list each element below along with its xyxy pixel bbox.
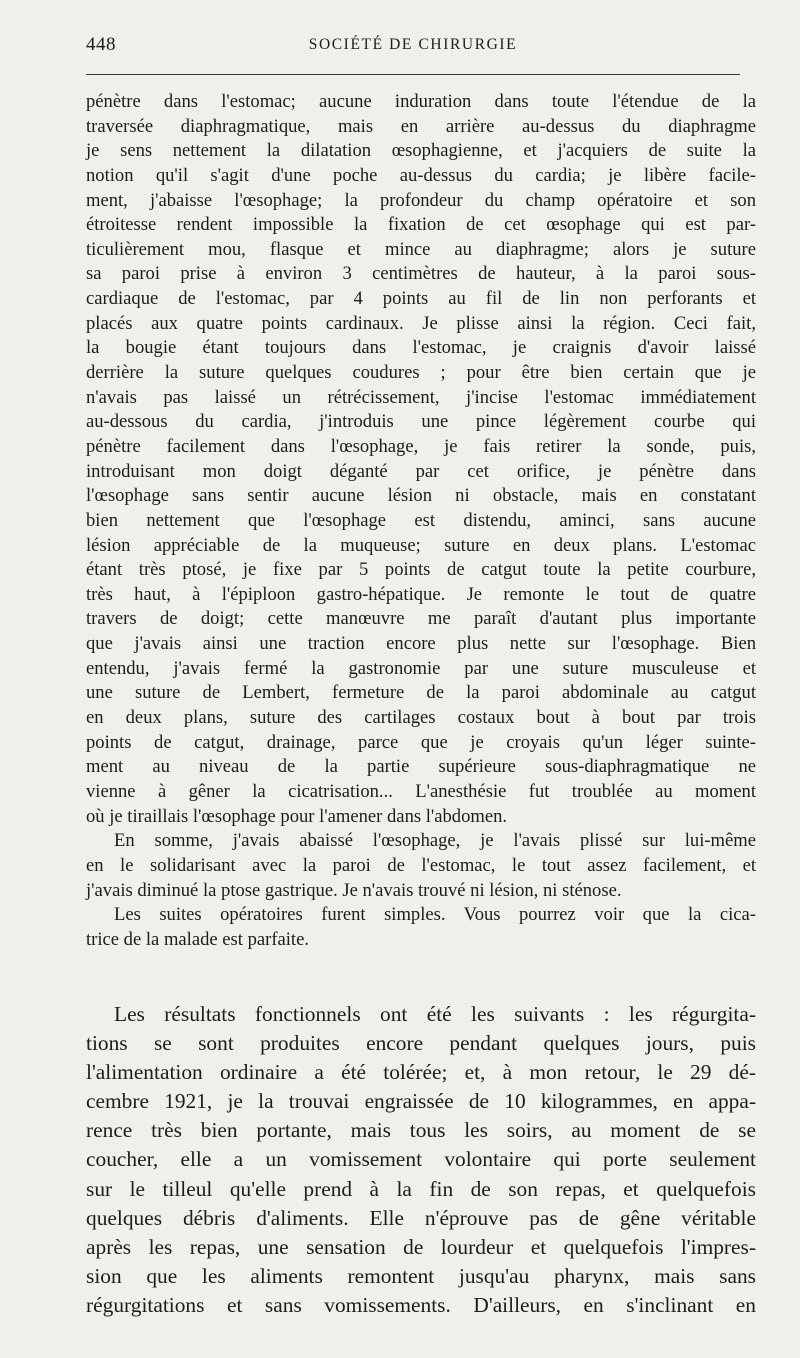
text-line: en le solidarisant avec la paroi de l'estomac, le tout assez facilement, et <box>86 854 756 876</box>
text-line: derrière la suture quelques coudures ; pour être bien certain que je <box>86 362 756 384</box>
text-line: ticulièrement mou, flasque et mince au diaphragme; alors je suture <box>86 238 756 260</box>
text-line: au-dessous du cardia, j'introduis une pince légèrement courbe qui <box>86 411 756 433</box>
text-line: n'avais pas laissé un rétrécissement, j'incise l'estomac immédiatement <box>86 386 756 408</box>
text-line: travers de doigt; cette manœuvre me paraît d'autant plus importante <box>86 608 756 630</box>
text-line: pénètre dans l'estomac; aucune induration dans toute l'étendue de la <box>86 91 756 112</box>
text-line: tions se sont produites encore pendant quelques jours, puis <box>86 1031 756 1056</box>
text-line: ment, j'abaisse l'œsophage; la profondeur du champ opératoire et son <box>86 189 756 211</box>
text-line: quelques débris d'aliments. Elle n'éprouve pas de gêne véritable <box>86 1205 756 1230</box>
text-line: en deux plans, suture des cartilages costaux bout à bout par trois <box>86 707 756 729</box>
text-line: vienne à gêner la cicatrisation... L'anesthésie fut troublée au moment <box>86 780 756 802</box>
text-line: cembre 1921, je la trouvai engraissée de 10 kilogrammes, en appa- <box>86 1089 756 1114</box>
text-line: ment au niveau de la partie supérieure sous-diaphragmatique ne <box>86 756 756 778</box>
text-line: trice de la malade est parfaite. <box>86 928 309 950</box>
page-header <box>86 34 740 62</box>
text-line: introduisant mon doigt déganté par cet orifice, je pénètre dans <box>86 460 756 482</box>
text-line: notion qu'il s'agit d'une poche au-dessus du cardia; je libère facile- <box>86 164 756 186</box>
text-line: étant très ptosé, je fixe par 5 points de catgut toute la petite courbure, <box>86 559 756 581</box>
text-line: Les suites opératoires furent simples. Vous pourrez voir que la cica- <box>114 904 756 926</box>
body-text-results <box>86 1000 756 1320</box>
page-number: 448 <box>86 34 116 55</box>
text-line: sur le tilleul qu'elle prend à la fin de son repas, et quelquefois <box>86 1176 756 1201</box>
header-rule <box>86 74 740 75</box>
text-line: après les repas, une sensation de lourdeur et quelquefois l'impres- <box>86 1234 756 1259</box>
text-line: l'alimentation ordinaire a été tolérée; et, à mon retour, le 29 dé- <box>86 1060 756 1085</box>
text-line: Les résultats fonctionnels ont été les suivants : les régurgita- <box>114 1002 756 1026</box>
text-line: lésion appréciable de la muqueuse; suture en deux plans. L'estomac <box>86 534 756 556</box>
body-text-continuation <box>86 90 756 952</box>
text-line: étroitesse rendent impossible la fixation de cet œsophage qui est par- <box>86 214 756 236</box>
text-line: une suture de Lembert, fermeture de la paroi abdominale au catgut <box>86 682 756 704</box>
text-line: l'œsophage sans sentir aucune lésion ni obstacle, mais en constatant <box>86 485 756 507</box>
text-line: je sens nettement la dilatation œsophagienne, et j'acquiers de suite la <box>86 140 756 162</box>
text-line: coucher, elle a un vomissement volontaire qui porte seulement <box>86 1147 756 1172</box>
text-line: rence très bien portante, mais tous les soirs, au moment de se <box>86 1118 756 1143</box>
text-line: entendu, j'avais fermé la gastronomie par une suture musculeuse et <box>86 657 756 679</box>
text-line: placés aux quatre points cardinaux. Je plisse ainsi la région. Ceci fait, <box>86 312 756 334</box>
text-line: que j'avais ainsi une traction encore plus nette sur l'œsophage. Bien <box>86 633 756 655</box>
text-line: où je tiraillais l'œsophage pour l'amener dans l'abdomen. <box>86 805 508 827</box>
text-line: traversée diaphragmatique, mais en arrière au-dessus du diaphragme <box>86 115 756 137</box>
text-line: très haut, à l'épiploon gastro-hépatique. Je remonte le tout de quatre <box>86 583 756 605</box>
text-line: régurgitations et sans vomissements. D'ailleurs, en s'inclinant en <box>86 1292 756 1317</box>
text-line: la bougie étant toujours dans l'estomac, je craignis d'avoir laissé <box>86 337 756 359</box>
text-line: cardiaque de l'estomac, par 4 points au fil de lin non perforants et <box>86 288 756 310</box>
text-line: bien nettement que l'œsophage est distendu, aminci, sans aucune <box>86 509 756 531</box>
running-title: SOCIÉTÉ DE CHIRURGIE <box>308 36 518 53</box>
text-line: sa paroi prise à environ 3 centimètres de hauteur, à la paroi sous- <box>86 263 756 285</box>
text-line: En somme, j'avais abaissé l'œsophage, je l'avais plissé sur lui-même <box>114 830 756 852</box>
text-line: j'avais diminué la ptose gastrique. Je n'avais trouvé ni lésion, ni sténose. <box>86 879 622 901</box>
text-line: pénètre facilement dans l'œsophage, je fais retirer la sonde, puis, <box>86 435 756 457</box>
text-line: points de catgut, drainage, parce que je croyais qu'un léger suinte- <box>86 731 756 753</box>
text-line: sion que les aliments remontent jusqu'au pharynx, mais sans <box>86 1263 756 1288</box>
